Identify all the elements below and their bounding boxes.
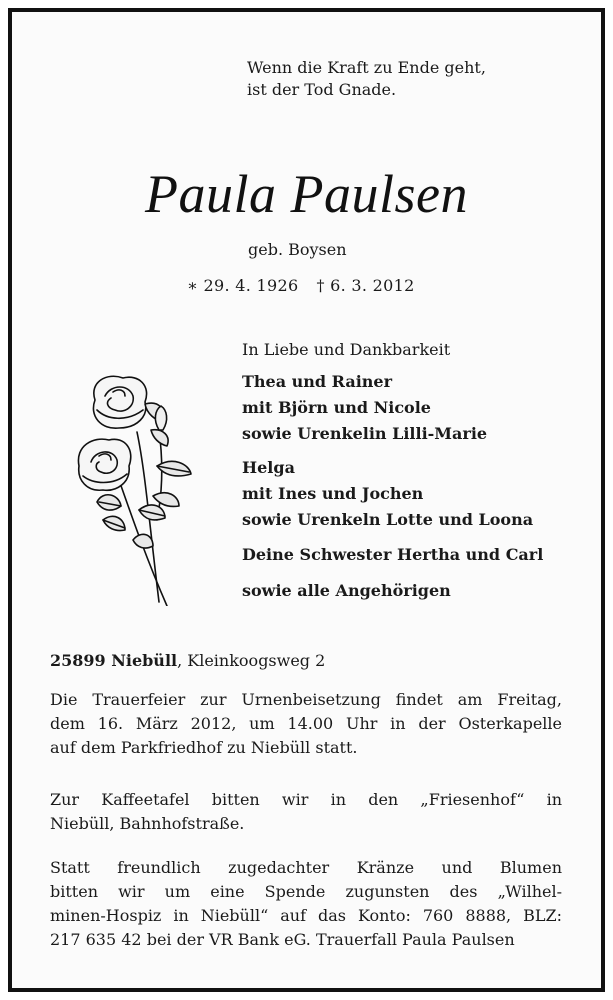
maiden-name: geb. Boysen	[248, 240, 347, 259]
life-dates	[187, 276, 415, 296]
funeral-info	[50, 688, 562, 760]
mourner-line: mit Ines und Jochen	[242, 484, 424, 503]
mourner-line: Helga	[242, 458, 295, 477]
opening-quote	[247, 57, 486, 101]
quote-line-2: ist der Tod Gnade.	[247, 80, 397, 99]
paragraph-line: Zur Kaffeetafel bitten wir in den „Friesenhof“ in	[50, 790, 562, 809]
mourner-line: Thea und Rainer	[242, 372, 393, 391]
quote-line-1: Wenn die Kraft zu Ende geht,	[247, 58, 486, 77]
mourner-group-1	[242, 369, 487, 447]
coffee-info	[50, 788, 562, 836]
paragraph-line: dem 16. März 2012, um 14.00 Uhr in der Osterkapelle	[50, 714, 562, 733]
address-city: 25899 Niebüll	[50, 651, 178, 670]
mourner-line: sowie Urenkeln Lotte und Loona	[242, 510, 534, 529]
mourner-line: sowie Urenkelin Lilli-Marie	[242, 424, 488, 443]
address-street: , Kleinkoogsweg 2	[177, 651, 326, 670]
paragraph-line: Die Trauerfeier zur Urnenbeisetzung findet am Freitag,	[50, 690, 562, 709]
mourner-group-2	[242, 455, 533, 533]
death-date: † 6. 3. 2012	[316, 276, 415, 295]
paragraph-line: Niebüll, Bahnhofstraße.	[50, 814, 245, 833]
paragraph-line: auf dem Parkfriedhof zu Niebüll statt.	[50, 738, 358, 757]
deceased-name: Paula Paulsen	[145, 164, 468, 224]
paragraph-line: Statt freundlich zugedachter Kränze und Blumen	[50, 858, 562, 877]
rose-icon	[67, 370, 197, 606]
thanks-intro: In Liebe und Dankbarkeit	[242, 340, 451, 359]
mourner-group-4: sowie alle Angehörigen	[242, 581, 451, 600]
address	[50, 650, 325, 672]
mourner-line: mit Björn und Nicole	[242, 398, 431, 417]
paragraph-line: 217 635 42 bei der VR Bank eG. Trauerfall Paula Paulsen	[50, 930, 515, 949]
paragraph-line: bitten wir um eine Spende zugunsten des „Wilhel-	[50, 882, 562, 901]
obituary-frame	[8, 8, 605, 992]
birth-date: ∗ 29. 4. 1926	[187, 276, 299, 295]
mourner-group-3: Deine Schwester Hertha und Carl	[242, 545, 544, 564]
donation-info	[50, 856, 562, 952]
paragraph-line: minen-Hospiz in Niebüll“ auf das Konto: 760 8888, BLZ:	[50, 906, 562, 925]
